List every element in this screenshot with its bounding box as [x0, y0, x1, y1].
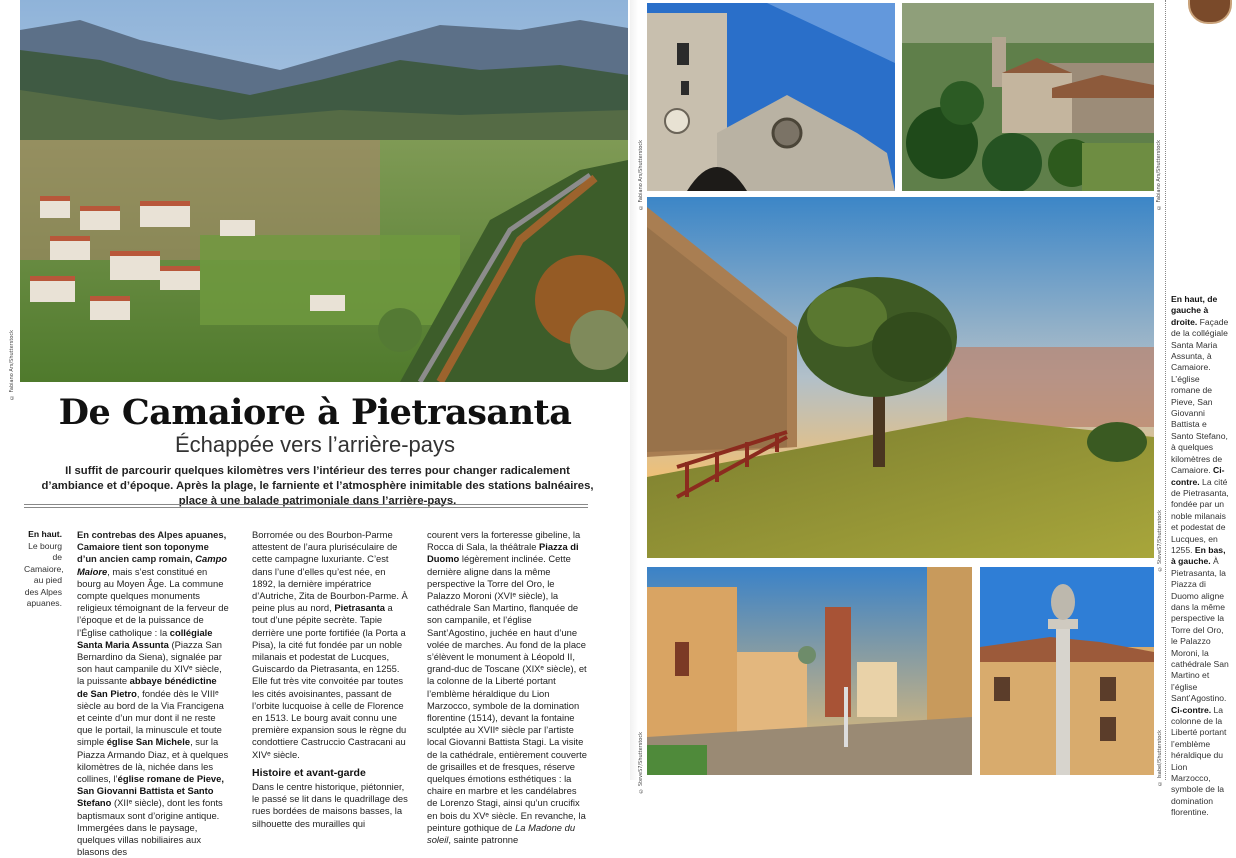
caption-right — [1171, 294, 1229, 819]
divider — [24, 507, 588, 508]
bold-term: église San Michele — [106, 736, 191, 748]
lead-text: En contrebas des Alpes apuanes, Camaiore tient son toponyme d’un ancien camp romain, — [77, 529, 227, 565]
italic-term: La Madone du soleil — [427, 821, 576, 846]
bold-term: Pietrasanta — [334, 602, 385, 614]
section-heading: Histoire et avant-garde — [252, 766, 366, 779]
body-text: , mais s’est constitué en bourg au Moyen Âge. La commune compte quelques monuments religieux témoignant de la ferveur de l’époque et de la puissance de l’Église catholique : la — [77, 565, 229, 638]
page-title: De Camaiore à Pietrasanta — [58, 392, 572, 433]
pieve-church-photo — [902, 3, 1154, 191]
body-column-2 — [252, 529, 410, 830]
pietrasanta-olive-photo — [647, 197, 1154, 558]
credit-tower: © Fabiano Ars/Shutterstock — [638, 140, 644, 211]
section-badge — [1188, 0, 1232, 24]
body-text: , fondée dès le VIIIᵉ siècle au bord de la Via Francigena et ceinte d’un mur dont il ne reste que le portail, la minuscule et toute simple — [77, 687, 224, 748]
divider — [1165, 0, 1166, 780]
caption-text: Façade de la collégiale Santa Maria Assunta, à Camaiore. L’église romane de Pieve, San Giovanni Battista e Santo Stefano, à quelques kilomètres de Camaiore. — [1171, 316, 1229, 476]
body-text: (XIIᵉ siècle), dont les fonts baptismaux sont d’origine antique. Immergées dans le paysage, quelques villas nobiliaires aux blasons des — [77, 797, 223, 858]
credit-olive: © SteveS7/Shutterstock — [1157, 510, 1163, 572]
liberty-column-photo — [980, 567, 1154, 775]
caption-label: Ci-contre. — [1171, 465, 1225, 487]
credit-aerial: © Fabiano Ars/Shutterstock — [9, 330, 15, 401]
body-column-3 — [427, 529, 587, 846]
body-text: légèrement inclinée. Cette dernière aligne dans la même perspective la Torre del Oro, le Palazzo Moroni (XVIᵉ siècle), la cathédrale San Martino, flanquée de son campanile, et l’église Sant’Agostino, juchée en haut d’une volée de marches. Au fond de la place s’élèvent le monument à Léopold II, grand-duc de Toscane (XIXᵉ siècle), et la colonne de la Liberté portant l’emblème héraldique du Lion Marzocco, symbole de la domination florentine (1514), devant la fontaine sculptée au XVIIᵉ siècle par l’artiste local Giovanni Battista Stagi. La visite de la cathédrale, entièrement couverte de grisailles et de fresques, réserve quelques émotions esthétiques : la chaire en marbre et les candélabres de Lorenzo Stagi, ainsi qu’un crucifix en bois du XVᵉ siècle. En revanche, la peinture gothique de — [427, 553, 587, 833]
caption-text: À Pietrasanta, la Piazza di Duomo aligne dans la même perspective la Torre del Oro, le Palazzo Moroni, la cathédrale San Martino et l’église Sant’Agostino. — [1171, 556, 1229, 704]
caption-text: La cité de Pietrasanta, fondée par un noble milanais et podestat de Lucques, en 1255. — [1171, 476, 1229, 555]
body-text: Borromée ou des Bourbon-Parme attestent de l’aura pluriséculaire de cette campagne luxuriante. C’est dans l’une d’elles qu’est née, en 1892, la dernière impératrice d’Autriche, Zita de Bourbon-Parme. À peine plus au nord, — [252, 529, 408, 614]
page-subtitle: Échappée vers l’arrière-pays — [174, 432, 456, 457]
body-text: courent vers la forteresse gibeline, la Rocca di Sala, la théâtrale — [427, 529, 581, 553]
body-text: a tout d’une pépite secrète. Tapie derrière une porte fortifiée (la Porta a Pisa), la cité fut fondée par un noble milanais et podestat de Lucques, Guiscardo da Pietrasanta, en 1255. Elle fut très vite convoitée par toutes les cités avoisinantes, passant de l’orbite lucquoise à celle de Florence en 1513. Le bourg avait connu une première expansion sous le règne du condottiere Castruccio Castracani au XIVᵉ siècle. — [252, 602, 407, 760]
page-gutter — [630, 0, 638, 780]
body-column-1 — [77, 529, 229, 858]
credit-church: © Fabiano Ars/Shutterstock — [1156, 140, 1162, 211]
caption-label: En haut. — [28, 529, 62, 539]
caption-aerial — [24, 529, 62, 610]
bold-term: église romane de Pieve, San Giovanni Battista et Santo Stefano — [77, 773, 224, 809]
bold-term: collégiale Santa Maria Assunta — [77, 626, 213, 650]
caption-label: En haut, de gauche à droite. — [1171, 294, 1218, 327]
caption-text: La colonne de la Liberté portant l’emblème héraldique du Lion Marzocco, symbole de la domination florentine. — [1171, 704, 1227, 818]
bold-term: abbaye bénédictine de San Pietro — [77, 675, 217, 699]
intro-paragraph: Il suffit de parcourir quelques kilomètres vers l’intérieur des terres pour changer radicalement d’ambiance et d’époque. Après la plage, le farniente et l’atmosphère inimitable des stations balnéaires, place à une balade patrimoniale dans l’arrière-pays. — [41, 465, 594, 507]
credit-piazza: © SteveS7/Shutterstock — [638, 732, 644, 794]
collegiate-church-photo — [647, 3, 895, 191]
body-text: (Piazza San Bernardino da Siena), signalée par son haut campanile du XIVᵉ siècle, la puissante — [77, 638, 223, 687]
caption-label: Ci-contre. — [1171, 704, 1212, 715]
body-text: , sur la Piazza Armando Diaz, et à quelques kilomètres de là, nichée dans les collines, l’ — [77, 736, 229, 785]
lead-italic: Campo Maiore — [77, 553, 228, 577]
piazza-duomo-photo — [647, 567, 972, 775]
caption-text: Le bourg de Camaiore, au pied des Alpes apuanes. — [24, 540, 64, 608]
bold-term: Piazza di Duomo — [427, 541, 579, 565]
camaiore-aerial-photo — [20, 0, 628, 382]
credit-column: © Isabel/Shutterstock — [1157, 730, 1163, 786]
caption-label: En bas, à gauche. — [1171, 544, 1226, 567]
body-text: Dans le centre historique, piétonnier, le passé se lit dans le quadrillage des rues bordées de maisons basses, la silhouette des murailles qui — [252, 781, 408, 829]
body-text: , sainte patronne — [448, 834, 519, 846]
divider — [24, 504, 588, 505]
